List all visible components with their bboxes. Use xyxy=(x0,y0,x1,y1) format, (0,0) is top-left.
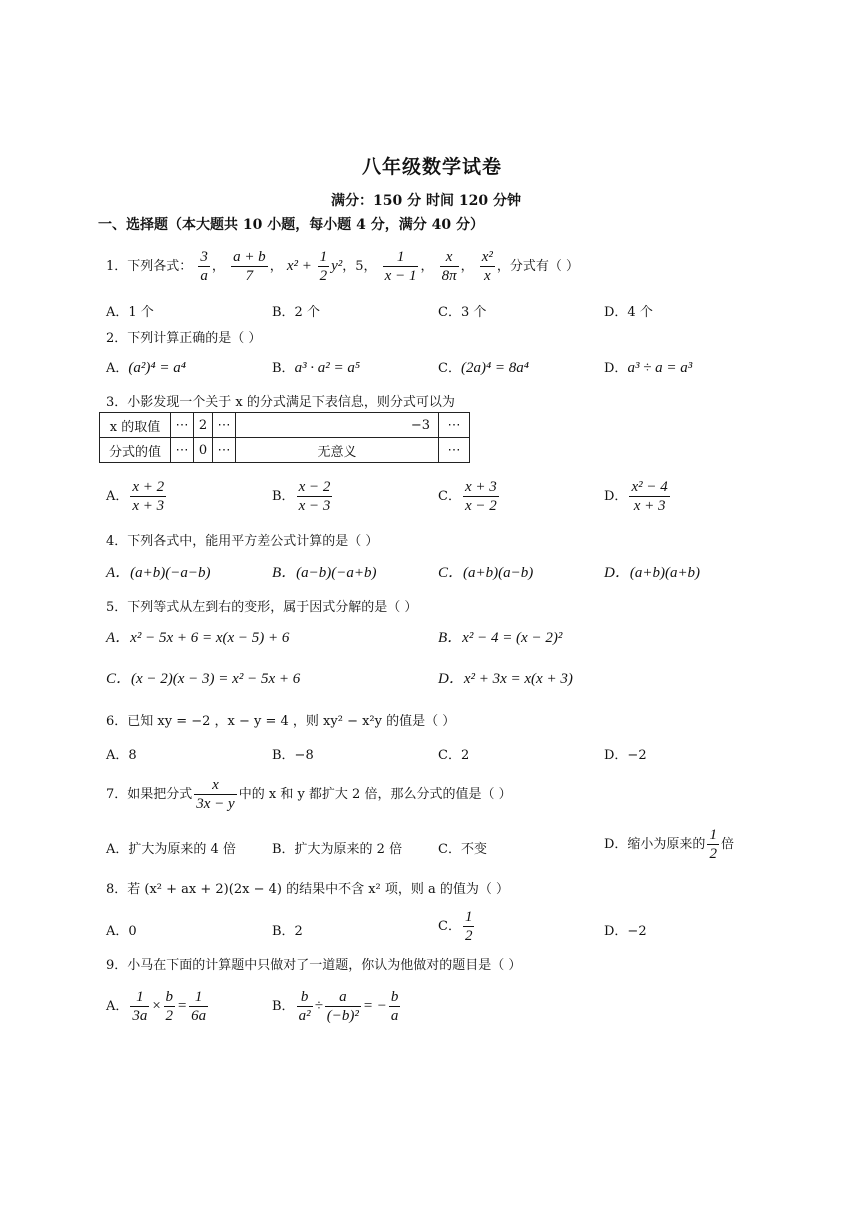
q4-option-c[interactable]: C．(a+b)(a−b) xyxy=(438,565,534,581)
question-6: 6．已知 xy = −2 ，x − y = 4 ，则 xy² − x²y 的值是（ ） xyxy=(106,714,456,729)
q2-label-a: A． xyxy=(106,361,129,376)
q8-option-d[interactable]: D．−2 xyxy=(604,924,647,939)
q7-option-d-suffix: 倍 xyxy=(720,837,734,852)
table-cell: 0 xyxy=(194,438,213,463)
q2-label-d: D． xyxy=(604,361,628,376)
table-row1-head: x 的取值 xyxy=(100,413,171,438)
table-cell: ⋯ xyxy=(213,438,236,463)
q3-option-d[interactable]: D． $\frac{\text{x² − 4}}{x + 3}$ xyxy=(604,479,668,514)
q9-option-b[interactable]: B． $\frac{b}{\text{a²}}$ ÷ $\frac{a}{\text{(−b)²}}$ = − $\frac{b}{a}$ xyxy=(272,989,399,1024)
expr-one-half: $\frac{1}{2}$ xyxy=(464,909,473,944)
q7-option-d[interactable] xyxy=(604,826,734,863)
question-1-suffix: ，分式有（ ） xyxy=(496,259,580,274)
table-cell: ⋯ xyxy=(439,413,470,438)
expr-x-over-8pi: $\frac{x}{8\pi}$ xyxy=(441,249,457,284)
question-5: 5．下列等式从左到右的变形，属于因式分解的是（ ） xyxy=(106,600,418,615)
expr-a-plus-b-over-7: $\frac{a + b}{7}$ xyxy=(233,249,266,284)
q7-option-a[interactable]: A．扩大为原来的 4 倍 xyxy=(106,842,236,857)
expr-one-half: $\frac{1}{2}$ xyxy=(709,827,717,862)
q6-option-c[interactable]: C．2 xyxy=(438,748,470,763)
q3-label-c: C． xyxy=(438,489,461,504)
q3-label-b: B． xyxy=(272,489,295,504)
question-3: 3．小影发现一个关于 x 的分式满足下表信息，则分式可以为 xyxy=(106,395,455,410)
value-table xyxy=(99,412,470,463)
table-cell: 无意义 xyxy=(236,438,439,463)
exam-subtitle: 满分：150 分 时间 120 分钟 xyxy=(331,193,521,209)
q1-option-d[interactable]: D．4 个 xyxy=(604,305,653,320)
table-cell: ⋯ xyxy=(171,413,194,438)
q2-option-a[interactable]: A．(a²)⁴ = a⁴ xyxy=(106,360,186,376)
question-9: 9．小马在下面的计算题中只做对了一道题，你认为他做对的题目是（ ） xyxy=(106,958,522,973)
q6-option-b[interactable]: B．−8 xyxy=(272,748,314,763)
q8-option-c-label: C． xyxy=(438,919,461,934)
q7-option-d-text: D．缩小为原来的 xyxy=(604,837,706,852)
q5-option-b[interactable]: B．x² − 4 = (x − 2)² xyxy=(438,630,563,646)
expr-x2-over-x: $\frac{\text{x²}}{x}$ xyxy=(481,249,493,284)
q3-option-a[interactable]: A． $\frac{x + 2}{x + 3}$ xyxy=(106,479,165,514)
q5-option-c[interactable]: C．(x − 2)(x − 3) = x² − 5x + 6 xyxy=(106,671,301,687)
expr-x2-plus-half-y2: x² + $\frac{1}{2}$ y² xyxy=(286,249,343,285)
question-2: 2．下列计算正确的是（ ） xyxy=(106,331,262,346)
q2-option-c[interactable]: C．(2a)⁴ = 8a⁴ xyxy=(438,360,529,376)
q9-label-a: A． xyxy=(106,998,129,1014)
q3-label-d: D． xyxy=(604,489,628,504)
q2-label-b: B． xyxy=(272,361,295,376)
q8-option-b[interactable]: B．2 xyxy=(272,924,303,939)
q4-option-b[interactable]: B．(a−b)(−a+b) xyxy=(272,565,377,581)
q8-option-c[interactable] xyxy=(438,908,476,945)
q4-option-d[interactable]: D．(a+b)(a+b) xyxy=(604,565,701,581)
table-cell: 2 xyxy=(194,413,213,438)
q3-label-a: A． xyxy=(106,489,129,504)
q9-option-a[interactable]: A． $\frac{1}{3a}$ × $\frac{b}{2}$ = $\frac{1}{6a}$ xyxy=(106,989,207,1024)
expr-x-over-3x-minus-y: $\frac{x}{3x - y}$ xyxy=(196,777,235,812)
question-1: 1．下列各式： $\frac{3}{a}$ ， $\frac{a + b}{7}$ ， x² + $\frac{1}{2}$ y²，5， $\frac{1}{x - 1}$ ， $\frac{x}{8\pi}$ ， $\frac{\text{x²}}{x}$ ，分式有（ ） xyxy=(106,249,580,285)
q4-option-a[interactable]: A．(a+b)(−a−b) xyxy=(106,565,211,581)
question-7 xyxy=(106,776,512,813)
q5-option-a[interactable]: A．x² − 5x + 6 = x(x − 5) + 6 xyxy=(106,630,290,646)
question-8: 8．若 (x² + ax + 2)(2x − 4) 的结果中不含 x² 项，则 a 的值为（ ） xyxy=(106,882,510,897)
question-7-suffix: 中的 x 和 y 都扩大 2 倍，那么分式的值是（ ） xyxy=(238,787,512,802)
q2-label-c: C． xyxy=(438,361,461,376)
table-cell: ⋯ xyxy=(171,438,194,463)
q6-option-a[interactable]: A．8 xyxy=(106,748,137,763)
table-cell: ⋯ xyxy=(213,413,236,438)
q7-option-b[interactable]: B．扩大为原来的 2 倍 xyxy=(272,842,403,857)
q3-option-c[interactable]: C． $\frac{x + 3}{x - 2}$ xyxy=(438,479,497,514)
q9-label-b: B． xyxy=(272,998,295,1014)
table-cell: −3 xyxy=(236,413,439,438)
q2-option-b[interactable]: B．a³ · a² = a⁵ xyxy=(272,360,361,376)
q2-option-d[interactable]: D．a³ ÷ a = a³ xyxy=(604,360,693,376)
question-7-prefix: 7．如果把分式 xyxy=(106,787,193,802)
table-cell: ⋯ xyxy=(439,438,470,463)
expr-3-over-a: $\frac{3}{a}$ xyxy=(200,249,208,284)
q6-option-d[interactable]: D．−2 xyxy=(604,748,647,763)
q5-option-d[interactable]: D．x² + 3x = x(x + 3) xyxy=(438,671,573,687)
question-1-prefix: 1．下列各式： xyxy=(106,259,193,274)
q7-option-c[interactable]: C．不变 xyxy=(438,842,487,857)
exam-title: 八年级数学试卷 xyxy=(362,156,503,178)
table-row2-head: 分式的值 xyxy=(100,438,171,463)
q8-option-a[interactable]: A．0 xyxy=(106,924,137,939)
expr-1-over-x-minus-1: $\frac{1}{x - 1}$ xyxy=(384,249,417,284)
question-4: 4．下列各式中，能用平方差公式计算的是（ ） xyxy=(106,534,379,549)
q1-option-a[interactable]: A．1 个 xyxy=(106,305,154,320)
q3-option-b[interactable]: B． $\frac{x - 2}{x - 3}$ xyxy=(272,479,331,514)
q1-option-b[interactable]: B．2 个 xyxy=(272,305,320,320)
section-heading: 一、选择题（本大题共 10 小题，每小题 4 分，满分 40 分） xyxy=(98,217,484,233)
q1-option-c[interactable]: C．3 个 xyxy=(438,305,487,320)
